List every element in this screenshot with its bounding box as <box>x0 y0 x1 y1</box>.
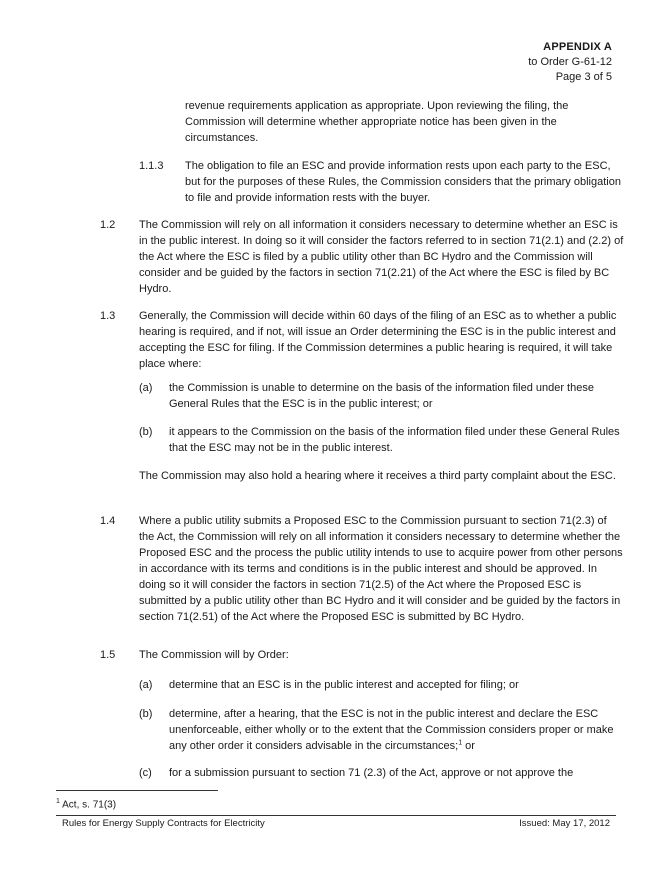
footnote-marker: 1 <box>56 798 60 805</box>
section-number: 1.2 <box>100 219 116 231</box>
footer-divider <box>56 815 616 816</box>
item-text: the Commission is unable to determine on the basis of the information filed under these General Rules that the ESC is in the public interest; or <box>169 382 594 410</box>
order-reference: to Order G-61-12 <box>528 56 612 68</box>
page-number: Page 3 of 5 <box>555 71 612 83</box>
section-text: The Commission will rely on all information it considers necessary to determine whether an ESC is in the public interest. In doing so it will consider the factors referred to in section 71(2.1) and (2.2) of the Act where the ESC is filed by a public utility other than BC Hydro and the Commission will consider and be guided by the factors in section 71(2.21) of the Act where the ESC is filed by BC Hydro. <box>139 219 624 295</box>
item-label: (a) <box>139 679 153 691</box>
section-text: The Commission will by Order: <box>139 649 289 661</box>
item-text-body: determine, after a hearing, that the ESC is not in the public interest and declare the ESC unenforceable, either wholly or to the extent that the Commission considers proper or make any other order it considers advisable in the circumstances; <box>169 708 614 752</box>
page-header <box>528 40 612 85</box>
item-text: for a submission pursuant to section 71 (2.3) of the Act, approve or not approve the <box>169 767 574 779</box>
item-text: it appears to the Commission on the basis of the information filed under these General Rules that the ESC may not be in the public interest. <box>169 426 620 454</box>
footnote-text: Act, s. 71(3) <box>59 799 117 811</box>
section-text: Where a public utility submits a Proposed ESC to the Commission pursuant to section 71(2.3) of the Act, the Commission will rely on all information it considers necessary to determine whether the Proposed ESC and the process the public utility intends to use to acquire power from other persons in accordance with its terms and conditions is in the public interest and should be approved. In doing so it will consider the factors in section 71(2.5) of the Act where the Proposed ESC is submitted by a public utility other than BC Hydro and it will consider and be guided by the factors in section 71(2.51) of the Act where the Proposed ESC is submitted by BC Hydro. <box>139 515 623 623</box>
section-number: 1.4 <box>100 515 116 527</box>
footnote-divider <box>56 790 218 791</box>
item-text: determine that an ESC is in the public interest and accepted for filing; or <box>169 679 519 691</box>
section-text: Generally, the Commission will decide within 60 days of the filing of an ESC as to whether a public hearing is required, and if not, will issue an Order determining the ESC is in the public interest and accepting the ESC for filing. If the Commission determines a public hearing is required, it will take place where: <box>139 310 617 370</box>
footnote-reference[interactable]: 1 <box>458 739 463 747</box>
section-number: 1.5 <box>100 649 116 661</box>
footnote <box>56 795 116 812</box>
item-text-tail: or <box>462 740 475 752</box>
footer-document-title: Rules for Energy Supply Contracts for Electricity <box>62 818 265 829</box>
item-text <box>169 706 625 754</box>
section-number: 1.1.3 <box>139 160 164 172</box>
section-text: The Commission may also hold a hearing where it receives a third party complaint about the ESC. <box>139 470 616 482</box>
appendix-title: APPENDIX A <box>543 41 612 53</box>
item-label: (b) <box>139 426 153 438</box>
item-label: (a) <box>139 382 153 394</box>
section-number: 1.3 <box>100 310 116 322</box>
item-label: (b) <box>139 708 153 720</box>
footer-issued-date: Issued: May 17, 2012 <box>519 818 610 829</box>
section-text: The obligation to file an ESC and provide information rests upon each party to the ESC, but for the purposes of these Rules, the Commission considers that the primary obligation to file and provide information rests with the buyer. <box>185 160 621 204</box>
item-label: (c) <box>139 767 152 779</box>
continuation-paragraph: revenue requirements application as appropriate. Upon reviewing the filing, the Commission will determine whether appropriate notice has been given in the circumstances. <box>185 100 569 144</box>
